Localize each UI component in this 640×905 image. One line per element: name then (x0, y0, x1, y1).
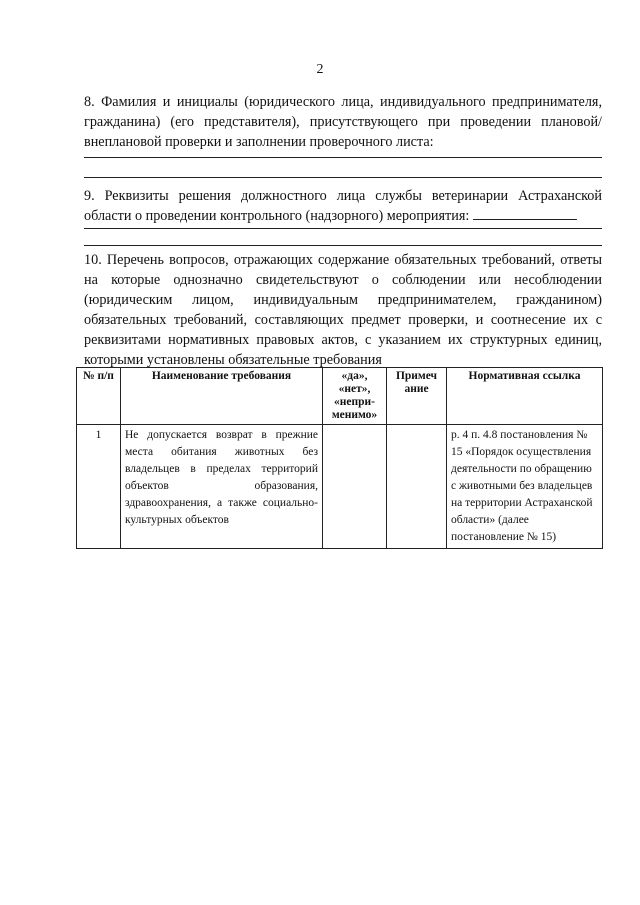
item-9-text: 9. Реквизиты решения должностного лица службы ветеринарии Астраханской области о проведении контрольного (надзорного) мероприятия: (84, 188, 602, 224)
requirements-table (76, 367, 603, 549)
header-note: Примеч ание (387, 368, 447, 425)
item-9-inline-blank (473, 207, 577, 220)
table-header-row (77, 368, 603, 425)
row-answer[interactable] (323, 425, 387, 549)
row-requirement: Не допускается возврат в прежние места обитания животных без владельцев в пределах территорий объектов образования, здравоохранения, а также социально-культурных объектов (121, 425, 323, 549)
item-9-paragraph (84, 186, 602, 226)
header-answer: «да», «нет», «непри-менимо» (323, 368, 387, 425)
row-note[interactable] (387, 425, 447, 549)
fill-line-8a (84, 157, 602, 158)
table-row (77, 425, 603, 549)
row-num: 1 (77, 425, 121, 549)
fill-line-8b (84, 177, 602, 178)
fill-line-9b (84, 245, 602, 246)
item-10-text: 10. Перечень вопросов, отражающих содержание обязательных требований, ответы на которые однозначно свидетельствуют о соблюдении или несоблюдении (юридическим лицом, индивидуальным предпринимателем, гражданином) обязательных требований, составляющих предмет проверки, и соотнесение их с реквизитами нормативных правовых актов, с указанием их структурных единиц, которыми установлены обязательные требования (84, 252, 602, 368)
header-ref: Нормативная ссылка (447, 368, 603, 425)
fill-line-9a (84, 228, 602, 229)
page-number: 2 (316, 62, 324, 77)
header-num: № п/п (77, 368, 121, 425)
header-name: Наименование требования (121, 368, 323, 425)
row-reference: р. 4 п. 4.8 постановления № 15 «Порядок осуществления деятельности по обращению с животными без владельцев на территории Астраханской области» (далее постановление № 15) (447, 425, 603, 549)
item-8-text: 8. Фамилия и инициалы (юридического лица, индивидуального предпринимателя, гражданина) (его представителя), присутствующего при проведении плановой/внеплановой проверки и заполнении проверочного листа: (84, 94, 602, 150)
